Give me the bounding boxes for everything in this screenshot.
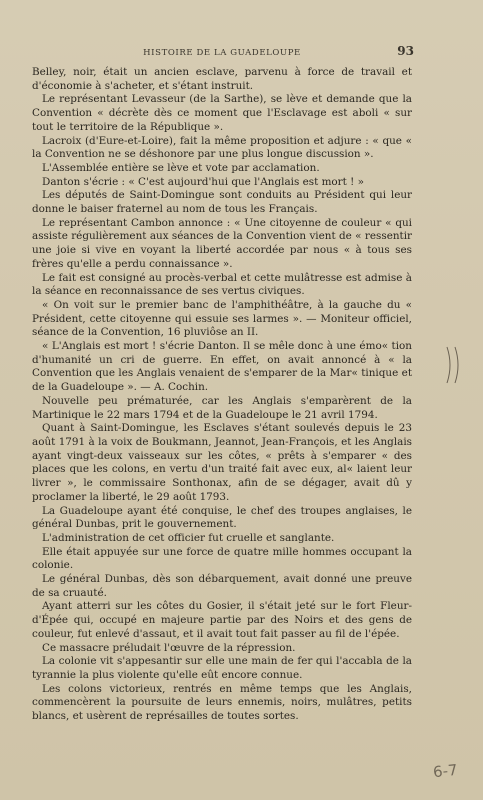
running-title: HISTOIRE DE LA GUADELOUPE bbox=[143, 48, 301, 58]
paragraph: La Guadeloupe ayant été conquise, le chef des troupes anglaises, le général Dunbas, prit le gouvernement. bbox=[32, 504, 412, 531]
paragraph: Ce massacre préludait l'œuvre de la répression. bbox=[42, 641, 296, 654]
paragraph: Le représentant Levasseur (de la Sarthe), se lève et demande que la Convention « décrète dès ce moment que l'Esclavage est aboli « sur tout le territoire de la République ». bbox=[32, 93, 412, 133]
paragraph: Lacroix (d'Eure-et-Loire), fait la même proposition et adjure : « que « la Convention ne se déshonore par une plus longue discussion ». bbox=[32, 134, 412, 161]
paragraph: L'administration de cet officier fut cruelle et sanglante. bbox=[42, 531, 335, 544]
paragraph: La colonie vit s'appesantir sur elle une main de fer qui l'accabla de la tyrannie la plus violente qu'elle eût encore connue. bbox=[32, 655, 412, 681]
margin-bracket-mark bbox=[441, 345, 469, 385]
body-text bbox=[32, 66, 412, 724]
paragraph: L'Assemblée entière se lève et vote par acclamation. bbox=[42, 161, 320, 174]
paragraph: Danton s'écrie : « C'est aujourd'hui que l'Anglais est mort ! » bbox=[42, 175, 364, 188]
paragraph: Le général Dunbas, dès son débarquement, avait donné une preuve de sa cruauté. bbox=[32, 573, 412, 599]
paragraph: Ayant atterri sur les côtes du Gosier, il s'était jeté sur le fort Fleur-d'Épée qui, occupé en majeure partie par des Noirs et des gens de couleur, fut enlevé d'assaut, et il avait tout fait passer au fil de l'épée. bbox=[32, 600, 412, 640]
page-header bbox=[32, 44, 412, 58]
paragraph: « On voit sur le premier banc de l'amphithéâtre, à la gauche du « Président, cette citoyenne qui essuie ses larmes ». — Moniteur officiel, séance de la Convention, 16 pluviôse an II. bbox=[32, 298, 412, 339]
handwritten-note: 6-7 bbox=[431, 760, 458, 782]
paragraph: Belley, noir, était un ancien esclave, parvenu à force de travail et d'économie à s'acheter, et s'étant instruit. bbox=[32, 66, 412, 92]
page-number: 93 bbox=[397, 44, 414, 58]
paragraph: Elle était appuyée sur une force de quatre mille hommes occupant la colonie. bbox=[32, 545, 412, 572]
paragraph: Nouvelle peu prématurée, car les Anglais s'emparèrent de la Martinique le 22 mars 1794 et de la Guadeloupe le 21 avril 1794. bbox=[32, 394, 412, 421]
paragraph: Le fait est consigné au procès-verbal et cette mulâtresse est admise à la séance en reconnaissance de ses vertus civiques. bbox=[32, 271, 412, 298]
paragraph: « L'Anglais est mort ! s'écrie Danton. Il se mêle donc à une émo« tion d'humanité un cri de guerre. En effet, on avait annoncé à « la Convention que les Anglais venaient de s'emparer de la Mar« tinique et de la Guadeloupe ». — A. Cochin. bbox=[32, 340, 412, 394]
paragraph: Les colons victorieux, rentrés en même temps que les Anglais, commencèrent la poursuite de leurs ennemis, noirs, mulâtres, petits blancs, et usèrent de représailles de toutes sortes. bbox=[32, 682, 412, 723]
paragraph: Les députés de Saint-Domingue sont conduits au Président qui leur donne le baiser fraternel au nom de tous les Français. bbox=[32, 189, 412, 216]
paragraph: Le représentant Cambon annonce : « Une citoyenne de couleur « qui assiste régulièrement aux séances de la Convention vient de « ressentir une joie si vive en voyant la liberté accordée par nous « à tous ses frères qu'elle a perdu connaissance ». bbox=[32, 216, 412, 270]
paragraph: Quant à Saint-Domingue, les Esclaves s'étant soulevés depuis le 23 août 1791 à la voix de Boukmann, Jeannot, Jean-François, et les Anglais ayant vingt-deux vaisseaux sur les côtes, « prêts à s'emparer « des places que les colons, en vertu d'un traité fait avec eux, al« laient leur livrer », le commissaire Sonthonax, afin de se dégager, avait dû y proclamer la liberté, le 29 août 1793. bbox=[32, 422, 412, 503]
